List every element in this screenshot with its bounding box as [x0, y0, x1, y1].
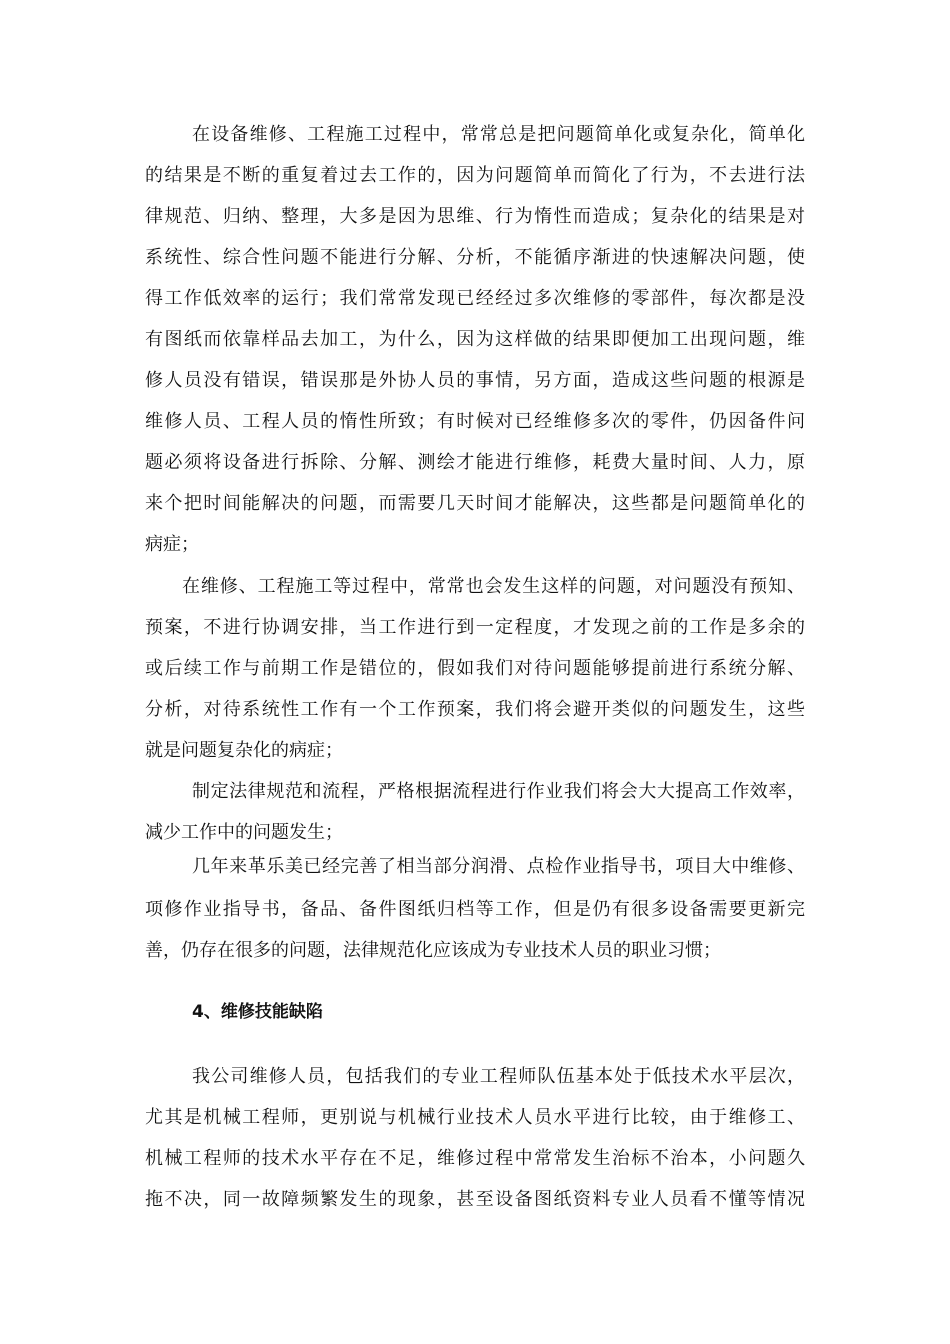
section-heading: 4、维修技能缺陷 [192, 1002, 323, 1022]
paragraph-1-line-5: 得工作低效率的运行；我们常常发现已经经过多次维修的零部件，每次都是没 [145, 288, 805, 309]
paragraph-2-line-4: 分析，对待系统性工作有一个工作预案，我们将会避开类似的问题发生，这些 [145, 699, 805, 720]
paragraph-2-line-2: 预案，不进行协调安排，当工作进行到一定程度，才发现之前的工作是多余的 [145, 617, 805, 638]
paragraph-1-line-8: 维修人员、工程人员的惰性所致；有时候对已经维修多次的零件，仍因备件问 [145, 411, 805, 432]
paragraph-1-line-7: 修人员没有错误，错误那是外协人员的事情，另方面，造成这些问题的根源是 [145, 370, 805, 391]
paragraph-1-line-1: 在设备维修、工程施工过程中，常常总是把问题简单化或复杂化，简单化 [192, 124, 805, 145]
paragraph-3-line-1: 制定法律规范和流程，严格根据流程进行作业我们将会大大提高工作效率， [192, 781, 805, 802]
paragraph-5-line-4: 拖不决，同一故障频繁发生的现象，甚至设备图纸资料专业人员看不懂等情况 [145, 1189, 805, 1210]
paragraph-1-line-10: 来个把时间能解决的问题，而需要几天时间才能解决，这些都是问题简单化的 [145, 493, 805, 514]
paragraph-5-line-1: 我公司维修人员，包括我们的专业工程师队伍基本处于低技术水平层次， [192, 1066, 805, 1087]
paragraph-1-line-4: 系统性、综合性问题不能进行分解、分析，不能循序渐进的快速解决问题，使 [145, 247, 805, 268]
paragraph-4-line-2: 项修作业指导书，备品、备件图纸归档等工作，但是仍有很多设备需要更新完 [145, 899, 805, 920]
paragraph-2-line-1: 在维修、工程施工等过程中，常常也会发生这样的问题，对问题没有预知、 [182, 576, 805, 597]
paragraph-2-line-3: 或后续工作与前期工作是错位的，假如我们对待问题能够提前进行系统分解、 [145, 658, 805, 679]
paragraph-1-line-11: 病症； [145, 534, 199, 555]
paragraph-1-line-9: 题必须将设备进行拆除、分解、测绘才能进行维修，耗费大量时间、人力，原 [145, 452, 805, 473]
paragraph-4-line-3: 善，仍存在很多的问题，法律规范化应该成为专业技术人员的职业习惯； [145, 940, 721, 961]
paragraph-3-line-2: 减少工作中的问题发生； [145, 822, 343, 843]
paragraph-4-line-1: 几年来革乐美已经完善了相当部分润滑、点检作业指导书，项目大中维修、 [192, 856, 805, 877]
paragraph-1-line-2: 的结果是不断的重复着过去工作的，因为问题简单而简化了行为，不去进行法 [145, 165, 805, 186]
paragraph-5-line-2: 尤其是机械工程师，更别说与机械行业技术人员水平进行比较，由于维修工、 [145, 1107, 805, 1128]
paragraph-5-line-3: 机械工程师的技术水平存在不足，维修过程中常常发生治标不治本，小问题久 [145, 1148, 805, 1169]
paragraph-1-line-3: 律规范、归纳、整理，大多是因为思维、行为惰性而造成；复杂化的结果是对 [145, 206, 805, 227]
paragraph-1-line-6: 有图纸而依靠样品去加工，为什么，因为这样做的结果即便加工出现问题，维 [145, 329, 805, 350]
paragraph-2-line-5: 就是问题复杂化的病症； [145, 740, 343, 761]
